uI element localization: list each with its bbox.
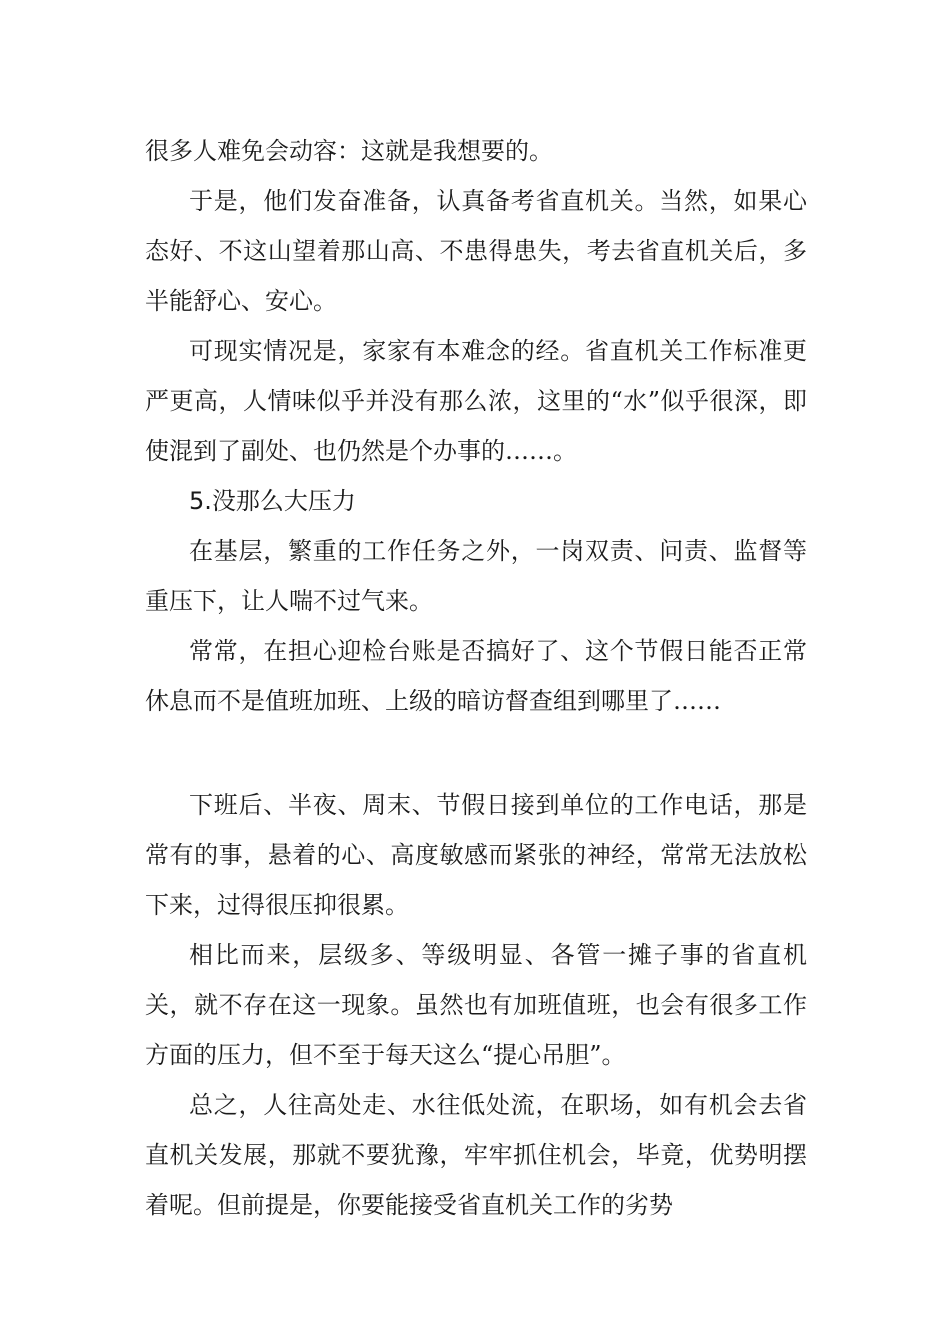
paragraph-gap — [145, 726, 807, 780]
paragraph-comparison: 相比而来，层级多、等级明显、各管一摊子事的省直机关，就不存在这一现象。虽然也有加班值班，也会有很多工作方面的压力，但不至于每天这么“提心吊胆”。 — [145, 941, 807, 1069]
section-heading-less-pressure: 5.没那么大压力 — [189, 487, 356, 515]
document-body — [145, 126, 807, 1230]
paragraph-grassroots-pressure: 在基层，繁重的工作任务之外，一岗双责、问责、监督等重压下，让人喘不过气来。 — [145, 537, 807, 615]
paragraph-continuation: 很多人难免会动容：这就是我想要的。 — [145, 137, 553, 165]
paragraph-conclusion: 总之，人往高处走、水往低处流，在职场，如有机会去省直机关发展，那就不要犹豫，牢牢抓住机会，毕竟，优势明摆着呢。但前提是，你要能接受省直机关工作的劣势 — [145, 1091, 807, 1219]
paragraph-worries: 常常，在担心迎检台账是否搞好了、这个节假日能否正常休息而不是值班加班、上级的暗访督查组到哪里了…… — [145, 637, 807, 715]
paragraph-reality: 可现实情况是，家家有本难念的经。省直机关工作标准更严更高，人情味似乎并没有那么浓，这里的“水”似乎很深，即使混到了副处、也仍然是个办事的……。 — [145, 337, 807, 465]
paragraph-after-work-calls: 下班后、半夜、周末、节假日接到单位的工作电话，那是常有的事，悬着的心、高度敏感而紧张的神经，常常无法放松下来，过得很压抑很累。 — [145, 791, 807, 919]
paragraph-exam-preparation: 于是，他们发奋准备，认真备考省直机关。当然，如果心态好、不这山望着那山高、不患得患失，考去省直机关后，多半能舒心、安心。 — [145, 187, 807, 315]
